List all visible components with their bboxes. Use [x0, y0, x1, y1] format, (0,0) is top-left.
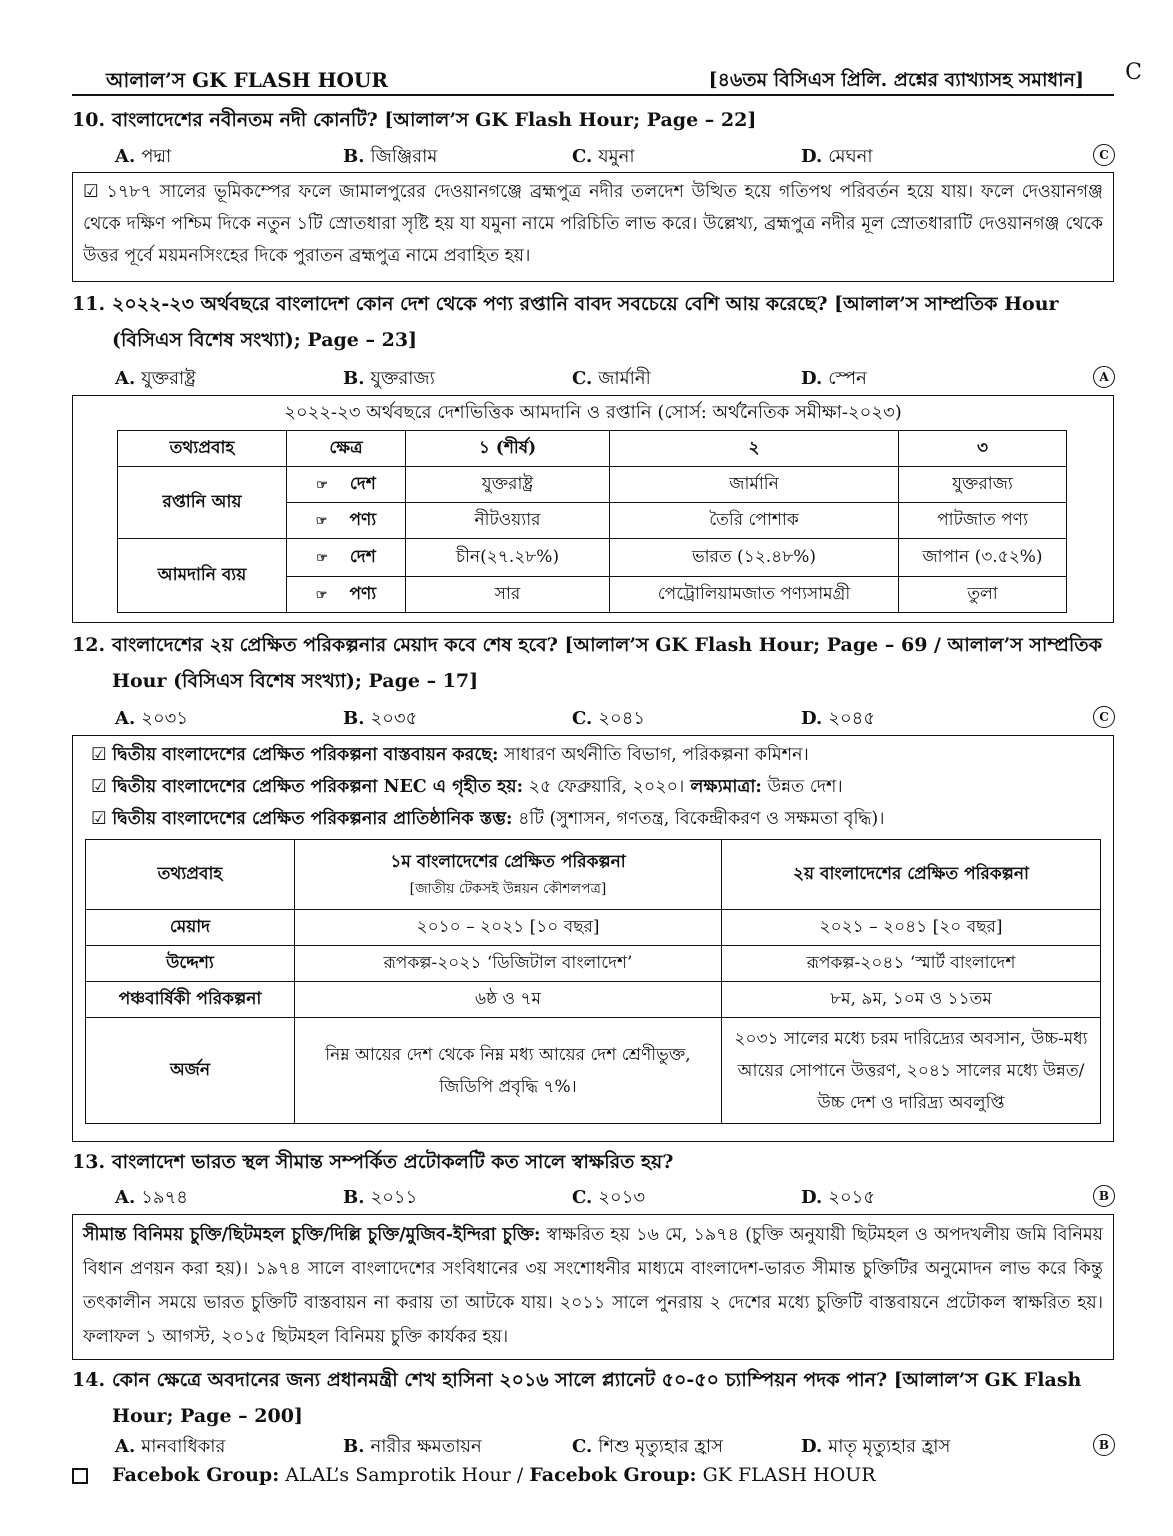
answer-badge: A: [1093, 366, 1115, 388]
options-13: [115, 1183, 1115, 1211]
table-cell: নিম্ন আয়ের দেশ থেকে নিম্ন মধ্য আয়ের দেশ শ্রেণীভুক্ত, জিডিপি প্রবৃদ্ধি ৭%।: [295, 1018, 722, 1124]
question-number: 14.: [72, 1369, 106, 1391]
header-cell: ২য় বাংলাদেশের প্রেক্ষিত পরিকল্পনা: [722, 840, 1101, 910]
question-text: বাংলাদেশের ২য় প্রেক্ষিত পরিকল্পনার মেয়াদ কবে শেষ হবে? [আলাল’স GK Flash Hour; Page – 69 / আলাল’স সাম্প্রতিক Hour (বিসিএস বিশেষ সংখ্যা); Page – 17]: [112, 634, 1102, 692]
header-cell: ১ম বাংলাদেশের প্রেক্ষিত পরিকল্পনা [জাতীয় টেকসই উন্নয়ন কৌশলপত্র]: [295, 840, 722, 910]
option-a: A. যুক্তরাষ্ট্র: [115, 368, 196, 389]
question-text: ২০২২-২৩ অর্থবছরে বাংলাদেশ কোন দেশ থেকে পণ্য রপ্তানি বাবদ সবচেয়ে বেশি আয় করেছে? [আলাল’স সাম্প্রতিক Hour (বিসিএস বিশেষ সংখ্যা); Page – 23]: [112, 293, 1059, 351]
header-cell: ১ (শীর্ষ): [406, 431, 610, 467]
explanation-10: [72, 172, 1114, 282]
explanation-text: সীমান্ত বিনিময় চুক্তি/ছিটমহল চুক্তি/দিল্লি চুক্তি/মুজিব-ইন্দিরা চুক্তি: স্বাক্ষরিত হয় ১৬ মে, ১৯৭৪ (চুক্তি অনুযায়ী ছিটমহল ও অপদখলীয় জমি বিনিময় বিধান প্রণয়ন করা হয়)। ১৯৭৪ সালে বাংলাদেশের সংবিধানের ৩য় সংশোধনীর মাধ্যমে বাংলাদেশ-ভারত সীমান্ত চুক্তিটির অনুমোদন লাভ করে কিন্তু তৎকালীন সময়ে ভারত চুক্তিটি বাস্তবায়ন না করায় তা আটকে যায়। ২০১১ সালে পুনরায় ২ দেশের মধ্যে চুক্তিটি বাস্তবায়নে প্রটোকল স্বাক্ষরিত হয়। ফলাফল ১ আগস্ট, ২০১৫ ছিটমহল বিনিময় চুক্তি কার্যকর হয়।: [83, 1225, 1103, 1347]
table-cell: ৬ষ্ঠ ও ৭ম: [295, 982, 722, 1018]
table-cell: ৮ম, ৯ম, ১০ম ও ১১তম: [722, 982, 1101, 1018]
trade-table: [117, 430, 1067, 613]
question-12: [72, 627, 1114, 699]
question-number: 11.: [72, 293, 106, 315]
table-cell: তৈরি পোশাক: [610, 503, 899, 539]
question-number: 12.: [72, 634, 106, 656]
option-d: D. ২০১৫: [801, 1187, 876, 1208]
question-text: বাংলাদেশ ভারত স্থল সীমান্ত সম্পর্কিত প্রটোকলটি কত সালে স্বাক্ষরিত হয়?: [112, 1151, 674, 1173]
answer-badge: B: [1093, 1434, 1115, 1456]
field-cell: ☞ পণ্য: [287, 577, 406, 613]
option-c: C. ২০৪১: [572, 708, 646, 729]
options-12: [115, 704, 1115, 732]
question-text: কোন ক্ষেত্রে অবদানের জন্য প্রধানমন্ত্রী শেখ হাসিনা ২০১৬ সালে প্ল্যানেট ৫০-৫০ চ্যাম্পিয়ন পদক পান? [আলাল’স GK Flash Hour; Page – 200]: [112, 1369, 1082, 1427]
field-cell: ☞ দেশ: [287, 539, 406, 577]
table-cell: যুক্তরাজ্য: [899, 467, 1067, 503]
row-label: আমদানি ব্যয়: [118, 539, 287, 613]
options-11: [115, 364, 1115, 392]
option-a: A. মানবাধিকার: [115, 1436, 226, 1457]
option-a: A. পদ্মা: [115, 146, 172, 167]
check-item: ☑ দ্বিতীয় বাংলাদেশের প্রেক্ষিত পরিকল্পনা NEC এ গৃহীত হয়: ২৫ ফেব্রুয়ারি, ২০২০। লক্ষ্যমাত্রা: উন্নত দেশ।: [91, 777, 843, 797]
option-c: C. ২০১৩: [572, 1187, 646, 1208]
check-item: ☑ দ্বিতীয় বাংলাদেশের প্রেক্ষিত পরিকল্পনার প্রাতিষ্ঠানিক স্তম্ভ: ৪টি (সুশাসন, গণতন্ত্র, বিকেন্দ্রীকরণ ও সক্ষমতা বৃদ্ধি)।: [91, 809, 885, 829]
table-cell: ভারত (১২.৪৮%): [610, 539, 899, 577]
table-cell: ২০২১ – ২০৪১ [২০ বছর]: [722, 910, 1101, 946]
checkbox-icon: ☑: [91, 777, 107, 797]
table-cell: রূপকল্প-২০৪১ ‘স্মার্ট বাংলাদেশ: [722, 946, 1101, 982]
footer-group-link[interactable]: GK FLASH HOUR: [696, 1464, 876, 1486]
table-cell: তুলা: [899, 577, 1067, 613]
header-subtitle: [৪৬তম বিসিএস প্রিলি. প্রশ্নের ব্যাখ্যাসহ সমাধান]: [708, 69, 1084, 91]
checkbox-icon: ☑: [91, 809, 107, 829]
option-b: B. জিঞ্জিরাম: [343, 146, 438, 167]
answer-badge: C: [1093, 144, 1115, 166]
option-b: B. ২০১১: [343, 1187, 418, 1208]
option-b: B. নারীর ক্ষমতায়ন: [343, 1436, 482, 1457]
row-label: মেয়াদ: [86, 910, 295, 946]
pointing-hand-icon: ☞: [316, 477, 328, 493]
row-label: পঞ্চবার্ষিকী পরিকল্পনা: [86, 982, 295, 1018]
option-c: C. জার্মানী: [572, 368, 651, 389]
header-corner: C: [1125, 60, 1142, 85]
table-cell: সার: [406, 577, 610, 613]
explanation-13: [72, 1214, 1114, 1360]
table-cell: পাটজাত পণ্য: [899, 503, 1067, 539]
question-14: [72, 1362, 1114, 1434]
pointing-hand-icon: ☞: [316, 550, 328, 566]
plan-table: [85, 839, 1101, 1124]
explanation-11: [72, 395, 1114, 623]
table-cell: নীটওয়্যার: [406, 503, 610, 539]
option-d: D. মেঘনা: [801, 146, 873, 167]
check-item: ☑ দ্বিতীয় বাংলাদেশের প্রেক্ষিত পরিকল্পনা বাস্তবায়ন করছে: সাধারণ অর্থনীতি বিভাগ, পরিকল্পনা কমিশন।: [91, 745, 809, 765]
header-title: আলাল’স GK FLASH HOUR: [106, 68, 388, 92]
option-c: C. যমুনা: [572, 146, 635, 167]
option-b: B. ২০৩৫: [343, 708, 418, 729]
option-d: D. স্পেন: [801, 368, 867, 389]
answer-badge: C: [1093, 706, 1115, 728]
table-cell: রূপকল্প-২০২১ ‘ডিজিটাল বাংলাদেশ’: [295, 946, 722, 982]
question-10: [72, 102, 1114, 138]
table-title: ২০২২-২৩ অর্থবছরে দেশভিত্তিক আমদানি ও রপ্তানি (সোর্স: অর্থনৈতিক সমীক্ষা-২০২৩): [284, 402, 902, 423]
page-header: [72, 60, 1142, 96]
options-10: [115, 142, 1115, 170]
table-cell: যুক্তরাষ্ট্র: [406, 467, 610, 503]
explanation-text: ☑ ১৭৮৭ সালের ভূমিকম্পের ফলে জামালপুরের দেওয়ানগঞ্জে ব্রহ্মপুত্র নদীর তলদেশ উত্থিত হয়ে গতিপথ পরিবর্তন হয়ে যায়। ফলে দেওয়ানগঞ্জ থেকে দক্ষিণ পশ্চিম দিকে নতুন ১টি স্রোতধারা সৃষ্টি হয় যা যমুনা নামে পরিচিতি লাভ করে। উল্লেখ্য, ব্রহ্মপুত্র নদীর মূল স্রোতধারাটি দেওয়ানগঞ্জ থেকে উত্তর পূর্বে ময়মনসিংহের দিকে পুরাতন ব্রহ্মপুত্র নামে প্রবাহিত হয়।: [83, 182, 1103, 266]
option-d: D. ২০৪৫: [801, 708, 876, 729]
question-11: [72, 286, 1114, 358]
answer-badge: B: [1093, 1185, 1115, 1207]
header-cell: ২: [610, 431, 899, 467]
option-a: A. ২০৩১: [115, 708, 189, 729]
checkbox-icon: ☑: [91, 745, 107, 765]
options-14: [115, 1432, 1115, 1460]
field-cell: ☞ পণ্য: [287, 503, 406, 539]
table-cell: জার্মানি: [610, 467, 899, 503]
question-number: 10.: [72, 109, 106, 131]
table-cell: চীন(২৭.২৮%): [406, 539, 610, 577]
footer-group-label: Facebok Group:: [529, 1464, 697, 1486]
table-cell: জাপান (৩.৫২%): [899, 539, 1067, 577]
explanation-12: [72, 735, 1114, 1142]
table-cell: ২০৩১ সালের মধ্যে চরম দারিদ্র্যের অবসান, উচ্চ-মধ্য আয়ের সোপানে উত্তরণ, ২০৪১ সালের মধ্যে উন্নত/উচ্চ দেশ ও দারিদ্র্য অবলুপ্তি: [722, 1018, 1101, 1124]
option-b: B. যুক্তরাজ্য: [343, 368, 435, 389]
row-label: উদ্দেশ্য: [86, 946, 295, 982]
option-a: A. ১৯৭৪: [115, 1187, 188, 1208]
row-label: অর্জন: [86, 1018, 295, 1124]
pointing-hand-icon: ☞: [315, 513, 328, 529]
field-cell: ☞ দেশ: [287, 467, 406, 503]
header-cell: তথ্যপ্রবাহ: [118, 431, 287, 467]
table-cell: পেট্রোলিয়ামজাত পণ্যসামগ্রী: [610, 577, 899, 613]
footer-group-label: Facebok Group:: [112, 1464, 280, 1486]
square-bullet-icon: [72, 1468, 88, 1484]
question-text: বাংলাদেশের নবীনতম নদী কোনটি? [আলাল’স GK Flash Hour; Page – 22]: [112, 109, 757, 131]
option-c: C. শিশু মৃত্যুহার হ্রাস: [572, 1436, 723, 1457]
page-footer: [72, 1464, 876, 1486]
pointing-hand-icon: ☞: [315, 587, 328, 603]
row-label: রপ্তানি আয়: [118, 467, 287, 539]
question-13: [72, 1144, 1114, 1180]
option-d: D. মাতৃ মৃত্যুহার হ্রাস: [801, 1436, 951, 1457]
table-cell: ২০১০ – ২০২১ [১০ বছর]: [295, 910, 722, 946]
footer-group-link[interactable]: ALAL’s Samprotik Hour /: [279, 1464, 530, 1486]
header-cell: ৩: [899, 431, 1067, 467]
question-number: 13.: [72, 1151, 106, 1173]
header-cell: তথ্যপ্রবাহ: [86, 840, 295, 910]
header-cell: ক্ষেত্র: [287, 431, 406, 467]
